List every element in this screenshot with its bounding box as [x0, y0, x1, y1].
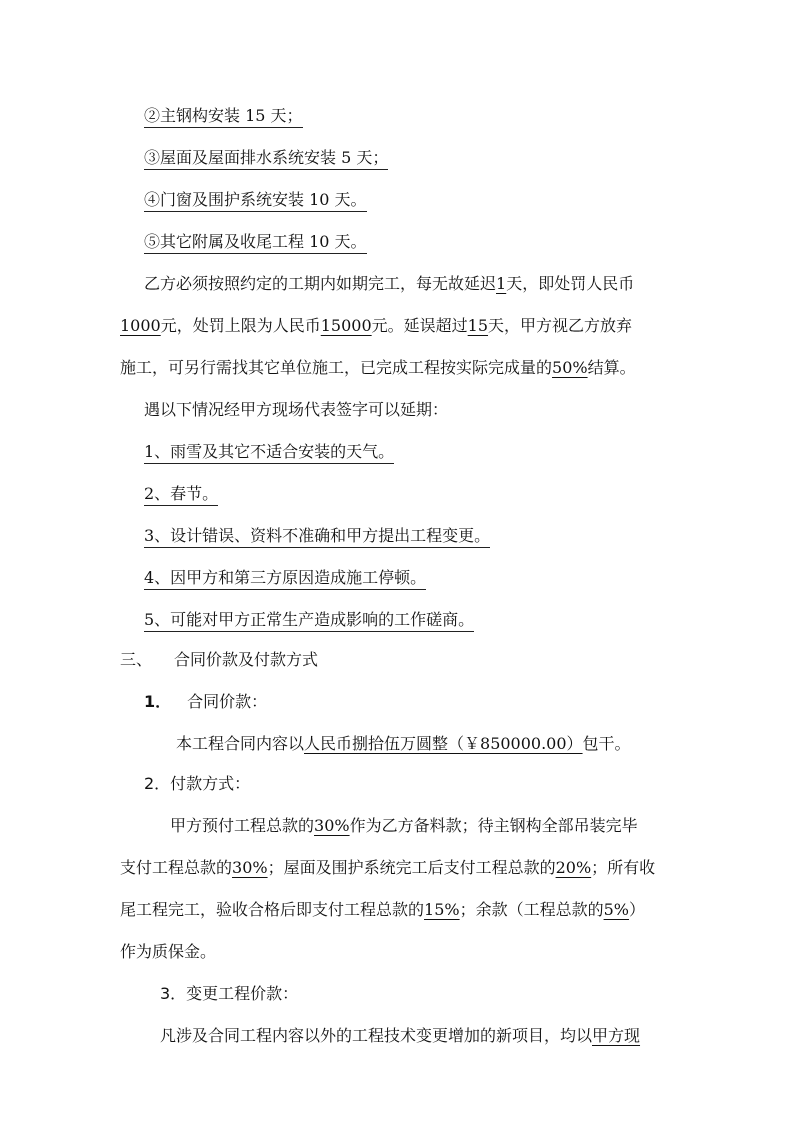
penalty-limit: 15 — [467, 316, 489, 335]
extension-item: 2、春节。 — [144, 482, 218, 506]
payment-line-1: 甲方预付工程总款的30%作为乙方备料款；待主钢构全部吊装完毕 — [170, 816, 638, 835]
extension-intro: 遇以下情况经甲方现场代表签字可以延期： — [144, 400, 449, 419]
extension-item: 4、因甲方和第三方原因造成施工停顿。 — [144, 566, 426, 590]
penalty-cap: 15000 — [320, 316, 372, 335]
schedule-item-5: ⑤其它附属及收尾工程 10 天。 — [144, 230, 367, 254]
penalty-days: 1 — [496, 274, 507, 293]
penalty-amount: 1000 — [120, 316, 161, 335]
price-heading: 1． 合同价款： — [144, 692, 268, 711]
change-heading: 3．变更工程价款： — [160, 984, 299, 1003]
payment-heading: 2．付款方式： — [144, 774, 251, 793]
price-line: 本工程合同内容以人民币捌拾伍万圆整（￥850000.00）包干。 — [176, 734, 631, 753]
schedule-item-2: ②主钢构安装 15 天； — [144, 104, 303, 128]
payment-line-4: 作为质保金。 — [120, 942, 217, 961]
penalty-percent: 50% — [552, 358, 588, 377]
extension-item: 3、设计错误、资料不准确和甲方提出工程变更。 — [144, 524, 490, 548]
section-number: 三、 — [120, 650, 153, 669]
penalty-line-1: 乙方必须按照约定的工期内如期完工，每无故延迟1天，即处罚人民币 — [144, 274, 635, 293]
schedule-item-3: ③屋面及屋面排水系统安装 5 天； — [144, 146, 388, 170]
section-heading — [120, 648, 318, 672]
payment-line-3: 尾工程完工，验收合格后即支付工程总款的15%；余款（工程总款的5%） — [120, 900, 645, 919]
change-line-1: 凡涉及合同工程内容以外的工程技术变更增加的新项目，均以甲方现 — [160, 1026, 641, 1045]
extension-item: 1、雨雪及其它不适合安装的天气。 — [144, 440, 394, 464]
extension-item: 5、可能对甲方正常生产造成影响的工作磋商。 — [144, 608, 474, 632]
price-amount: 人民币捌拾伍万圆整（￥850000.00） — [304, 734, 583, 753]
penalty-line-3: 施工，可另行需找其它单位施工，已完成工程按实际完成量的50%结算。 — [120, 358, 636, 377]
penalty-line-2: 1000元，处罚上限为人民币15000元。延误超过15天，甲方视乙方放弃 — [120, 316, 633, 335]
payment-line-2: 支付工程总款的30%；屋面及围护系统完工后支付工程总款的20%；所有收 — [120, 858, 656, 877]
schedule-item-4: ④门窗及围护系统安装 10 天。 — [144, 188, 367, 212]
section-title: 合同价款及付款方式 — [174, 650, 319, 669]
